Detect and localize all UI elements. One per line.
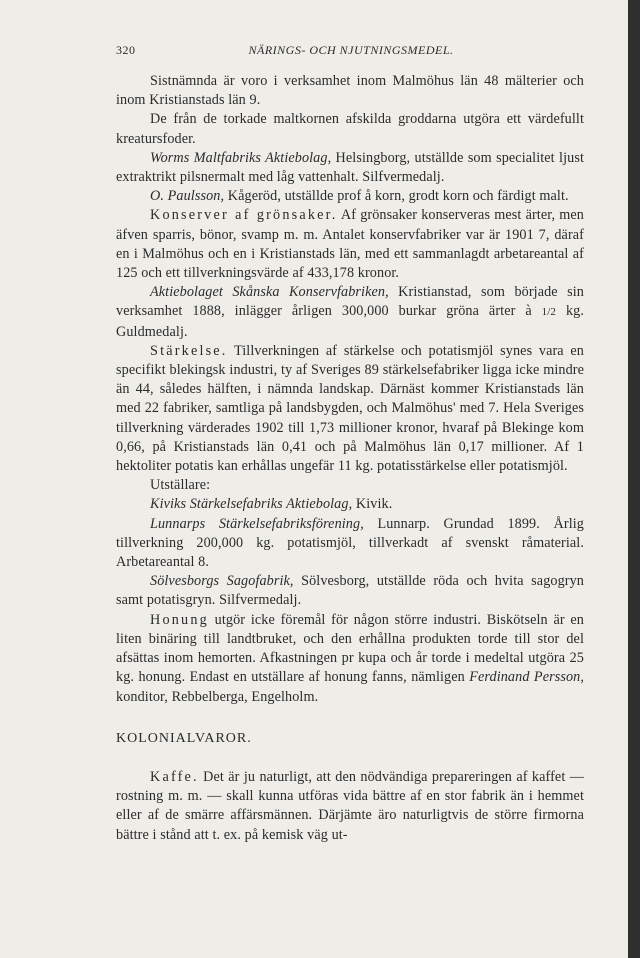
paragraph [116,110,584,148]
page-header [116,43,586,59]
paragraph [116,572,584,610]
section-heading: KOLONIALVAROR. [116,730,252,746]
exhibitor-name: Lunnarps Stärkelsefabriksförening, [150,515,364,532]
text: Af grönsaker konserveras mest ärter, men äfven sparris, bönor, svamp m. m. Antalet konservfabriker var är 1901 7, däraf en i Malmöhus och en i Kristianstads län, med ett sammanlagdt arbetareantal af 125 och ett tillverkningsvärde af 433,178 kronor. [116,207,585,282]
paragraph [116,72,584,110]
paragraph [116,149,584,187]
paragraph [116,495,584,514]
section-lead: Honung [150,611,209,628]
page-number: 320 [116,43,136,57]
paragraph [116,611,584,707]
paragraph [116,283,584,342]
text: Sölvesborg, utställde röda och hvita sagogryn samt potatisgryn. Silfvermedalj. [116,573,584,609]
section-lead: Kaffe. [150,768,199,785]
text: De från de torkade maltkornen afskilda groddarna utgöra ett värdefullt kreatursfoder. [116,111,584,147]
text: Helsingborg, utställde som specialitet ljust extraktrikt pilsnermalt med låg vattenhalt. Silfvermedalj. [116,149,584,186]
exhibitor-name: Aktiebolaget Skånska Konservfabriken, [150,284,389,301]
text: Kågeröd, utställde prof å korn, grodt korn och färdigt malt. [224,188,569,205]
text: konditor, Rebbelberga, Engelholm. [116,688,319,705]
exhibitor-name: Kiviks Stärkelsefabriks Aktiebolag, [150,496,353,513]
text: Sistnämnda är voro i verksamhet inom Malmöhus län 48 mälterier och inom Kristianstads län 9. [116,73,584,109]
body-text [116,72,584,845]
text: Lunnarp. Grundad 1899. Årlig tillverkning 200,000 kg. potatismjöl, tillverkadt af svenskt råmaterial. Arbetareantal 8. [116,515,584,571]
exhibitor-name: Ferdinand Persson, [469,669,584,686]
paragraph [116,206,584,283]
paragraph [116,515,584,573]
text: Utställare: [150,477,211,494]
paragraph [116,768,584,845]
text: utgör icke föremål för någon större industri. Biskötseln är en liten binäring till landtbruket, och den erhållna produkten torde till stor del afsättas inom hemorten. Afkastningen pr kupa och år torde i medeltal utgöra 25 kg. honung. Endast en utställare af honung fanns, nämligen [116,611,584,686]
text: Kivik. [352,496,393,513]
text: Tillverkningen af stärkelse och potatismjöl synes vara en specifikt blekingsk industri, ty af Sveriges 89 stärkelsefabriker ligga icke mindre än 44, således hälften, i nämnda landskap. Därnäst kommer Kristianstads län med 22 fabriker, samtliga på landsbygden, och Malmöhus' med 7. Hela Sveriges tillverkning värderades 1902 till 1,73 millioner kronor, hvaraf på Blekinge kom 0,66, på Kristianstads län 0,41 och på Malmöhus län 0,17 millioner. Af 1 hektoliter potatis kan erhållas ungefär 11 kg. potatisstärkelse eller potatismjöl. [116,342,584,475]
paragraph [116,476,584,495]
exhibitor-name: Sölvesborgs Sagofabrik, [150,573,294,590]
paragraph [116,342,584,476]
fraction: 1/2 [541,306,557,319]
section-lead: Konserver af grönsaker. [150,207,338,224]
text: kg. Guldmedalj. [116,303,584,340]
text: Det är ju naturligt, att den nödvändiga prepareringen af kaffet — rostning m. m. — skall kunna utföras vida bättre af en stor fabrik än i hemmet eller af de smärre affärsmännen. Därjämte äro naturligtvis de större firmorna bättre i stånd att t. ex. på kemisk väg ut- [116,768,584,843]
text: Kristianstad, som började sin verksamhet 1888, inlägger årligen 300,000 burkar gröna ärter à [116,284,584,320]
exhibitor-name: O. Paulsson, [150,188,225,205]
running-title: NÄRINGS- OCH NJUTNINGSMEDEL. [248,43,454,57]
section-lead: Stärkelse. [150,342,228,359]
paragraph [116,187,584,206]
exhibitor-name: Worms Maltfabriks Aktiebolag, [150,149,332,166]
